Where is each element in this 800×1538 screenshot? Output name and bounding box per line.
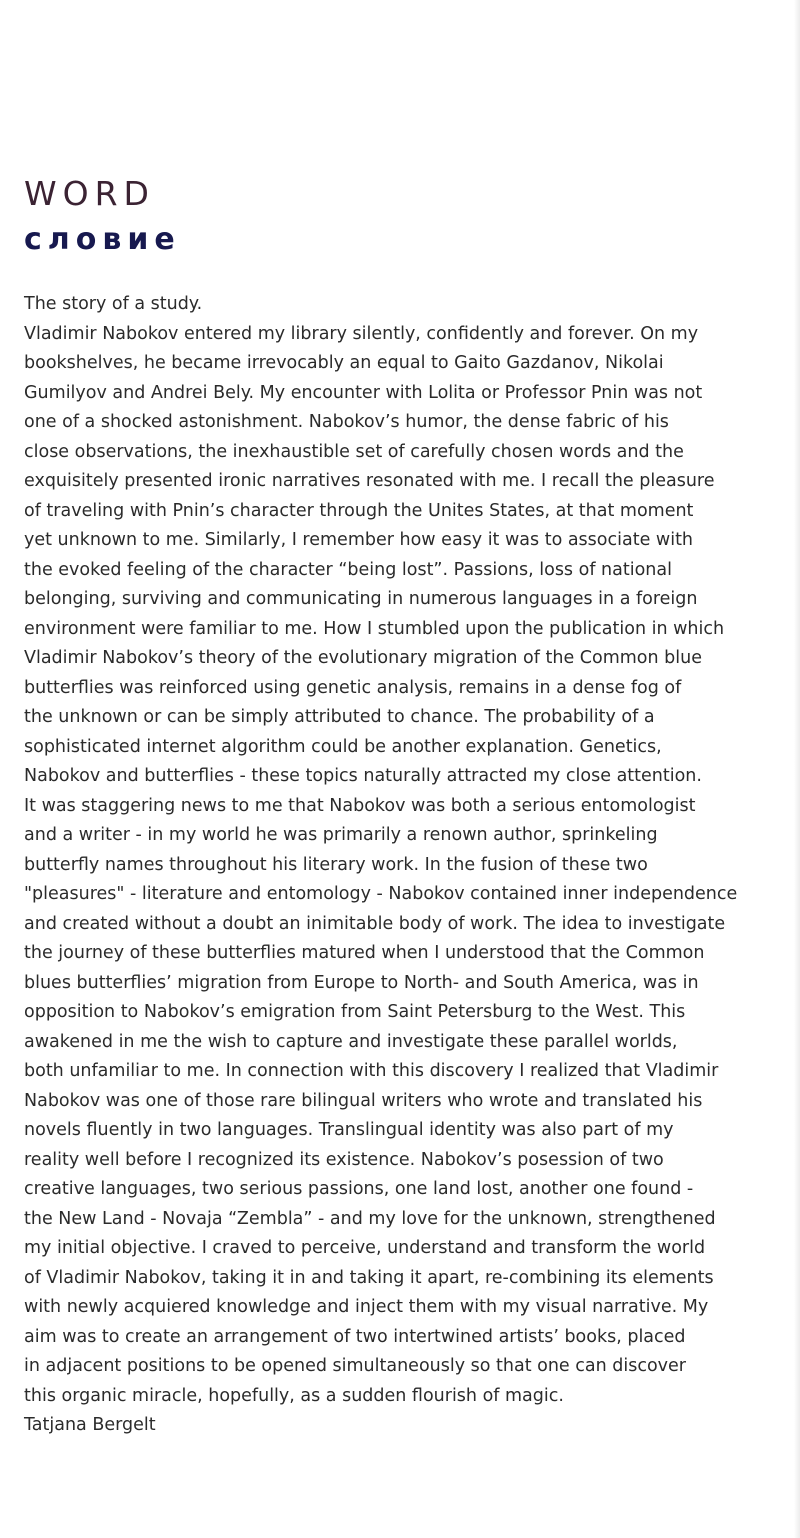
essay-line: with newly acquiered knowledge and inject them with my visual narrative. My xyxy=(24,1297,709,1317)
title-latin: WORD xyxy=(24,174,155,213)
essay-line: novels fluently in two languages. Translingual identity was also part of my xyxy=(24,1120,674,1140)
essay-line: butterflies was reinforced using genetic analysis, remains in a dense fog of xyxy=(24,677,682,698)
essay-line: belonging, surviving and communicating in numerous languages in a foreign xyxy=(24,589,698,609)
essay-line: this organic miracle, hopefully, as a sudden flourish of magic. xyxy=(24,1385,564,1406)
essay-line: of Vladimir Nabokov, taking it in and taking it apart, re-combining its elements xyxy=(24,1267,714,1288)
title-cyrillic: словие xyxy=(24,222,181,257)
author-signature: Tatjana Bergelt xyxy=(24,1415,156,1435)
essay-line: Nabokov and butterflies - these topics naturally attracted my close attention. xyxy=(24,766,702,786)
essay-line: It was staggering news to me that Nabokov was both a serious entomologist xyxy=(24,795,696,816)
essay-line: and created without a doubt an inimitable body of work. The idea to investigate xyxy=(24,913,726,934)
essay-line: the journey of these butterflies matured when I understood that the Common xyxy=(24,943,705,963)
essay-line: sophisticated internet algorithm could be another explanation. Genetics, xyxy=(24,736,662,757)
essay-line: the unknown or can be simply attributed to chance. The probability of a xyxy=(24,707,655,727)
essay-line: yet unknown to me. Similarly, I remember how easy it was to associate with xyxy=(24,530,694,550)
essay-line: of traveling with Pnin’s character through the Unites States, at that moment xyxy=(24,500,694,521)
essay-line: blues butterflies’ migration from Europe to North- and South America, was in xyxy=(24,972,699,993)
essay-line: the evoked feeling of the character “being lost”. Passions, loss of national xyxy=(24,559,672,580)
essay-line: reality well before I recognized its existence. Nabokov’s posession of two xyxy=(24,1149,664,1170)
essay-line: environment were familiar to me. How I stumbled upon the publication in which xyxy=(24,618,725,639)
essay-body xyxy=(24,290,764,1441)
essay-line: "pleasures" - literature and entomology - Nabokov contained inner independence xyxy=(24,884,738,904)
essay-line: Vladimir Nabokov entered my library silently, confidently and forever. On my xyxy=(24,323,699,344)
essay-line: aim was to create an arrangement of two intertwined artists’ books, placed xyxy=(24,1326,686,1347)
essay-line: in adjacent positions to be opened simultaneously so that one can discover xyxy=(24,1356,686,1376)
essay-line: and a writer - in my world he was primarily a renown author, sprinkeling xyxy=(24,825,658,845)
essay-line: butterfly names throughout his literary work. In the fusion of these two xyxy=(24,854,648,875)
essay-line: bookshelves, he became irrevocably an equal to Gaito Gazdanov, Nikolai xyxy=(24,353,664,373)
essay-line: the New Land - Novaja “Zembla” - and my love for the unknown, strengthened xyxy=(24,1208,716,1229)
essay-line: Gumilyov and Andrei Bely. My encounter with Lolita or Professor Pnin was not xyxy=(24,382,703,403)
essay-line: The story of a study. xyxy=(24,294,203,314)
essay-line: exquisitely presented ironic narratives resonated with me. I recall the pleasure xyxy=(24,471,715,491)
essay-line: both unfamiliar to me. In connection with this discovery I realized that Vladimir xyxy=(24,1061,719,1081)
essay-line: opposition to Nabokov’s emigration from Saint Petersburg to the West. This xyxy=(24,1002,686,1022)
essay-line: creative languages, two serious passions, one land lost, another one found - xyxy=(24,1179,694,1199)
page-edge-shadow xyxy=(794,0,800,1538)
essay-line: Vladimir Nabokov’s theory of the evolutionary migration of the Common blue xyxy=(24,648,702,668)
essay-line: Nabokov was one of those rare bilingual writers who wrote and translated his xyxy=(24,1090,703,1111)
essay-line: one of a shocked astonishment. Nabokov’s humor, the dense fabric of his xyxy=(24,412,669,432)
essay-line: my initial objective. I craved to perceive, understand and transform the world xyxy=(24,1238,706,1258)
essay-line: close observations, the inexhaustible set of carefully chosen words and the xyxy=(24,441,684,462)
essay-line: awakened in me the wish to capture and investigate these parallel worlds, xyxy=(24,1031,678,1052)
